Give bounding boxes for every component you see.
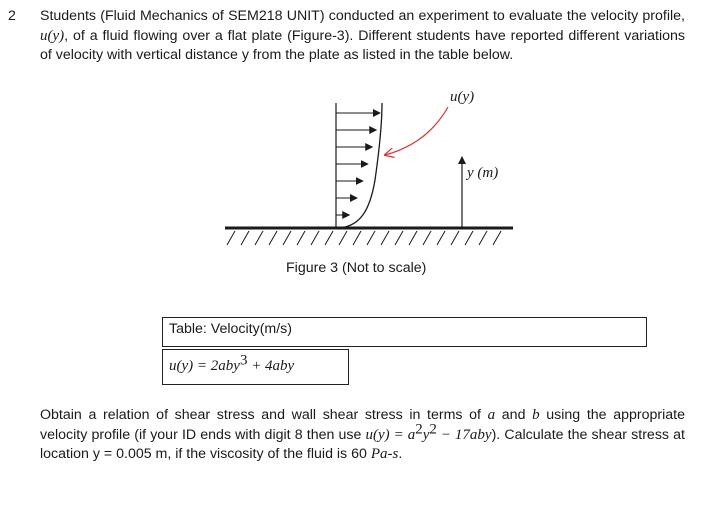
velocity-arrows xyxy=(336,113,380,215)
hatch-mark xyxy=(297,231,305,245)
hatch-mark xyxy=(241,231,249,245)
question-intro: Students (Fluid Mechanics of SEM218 UNIT) conducted an experiment to evaluate the velocity profile, u(y), of a fluid flowing over a flat plate (Figure-3). Different students have reported different variations of velocity with vertical distance y from the plate as listed in the table below. xyxy=(40,8,685,63)
label-u: u(y) xyxy=(450,89,475,105)
hatch-mark xyxy=(409,231,417,245)
hatch-mark xyxy=(311,231,319,245)
hatch-mark xyxy=(465,231,473,245)
hatch-mark xyxy=(325,231,333,245)
task-text: Obtain a relation of shear stress and wall shear stress in terms of a and b using the appropriate velocity profile (if your ID ends with digit 8 then use $u(y) = a^2y^2 - 17aby$). Calculate the shear stress at location y = 0.005 m, if the viscosity of the fluid is 60 Pa-s. xyxy=(40,407,685,462)
hatch-mark xyxy=(269,231,277,245)
velocity-profile-figure xyxy=(210,85,520,255)
velocity-symbol: u(y) xyxy=(40,27,65,44)
table-header: Table: Velocity(m/s) xyxy=(162,317,647,347)
hatch-mark xyxy=(339,231,347,245)
hatch-mark xyxy=(353,231,361,245)
figure-caption: Figure 3 (Not to scale) xyxy=(286,260,427,276)
velocity-curve xyxy=(336,103,382,228)
hatch-mark xyxy=(423,231,431,245)
ground-hatching xyxy=(227,231,501,245)
red-pointer-arrow xyxy=(385,107,448,155)
hatch-mark xyxy=(381,231,389,245)
label-y: y (m) xyxy=(467,165,499,181)
hatch-mark xyxy=(367,231,375,245)
hatch-mark xyxy=(283,231,291,245)
hatch-mark xyxy=(479,231,487,245)
hatch-mark xyxy=(395,231,403,245)
question-number: 2 xyxy=(8,8,16,24)
hatch-mark xyxy=(437,231,445,245)
table-formula: u(y) = 2aby$^3$ + 4aby xyxy=(162,349,349,385)
hatch-mark xyxy=(451,231,459,245)
hatch-mark xyxy=(493,231,501,245)
hatch-mark xyxy=(227,231,235,245)
hatch-mark xyxy=(255,231,263,245)
